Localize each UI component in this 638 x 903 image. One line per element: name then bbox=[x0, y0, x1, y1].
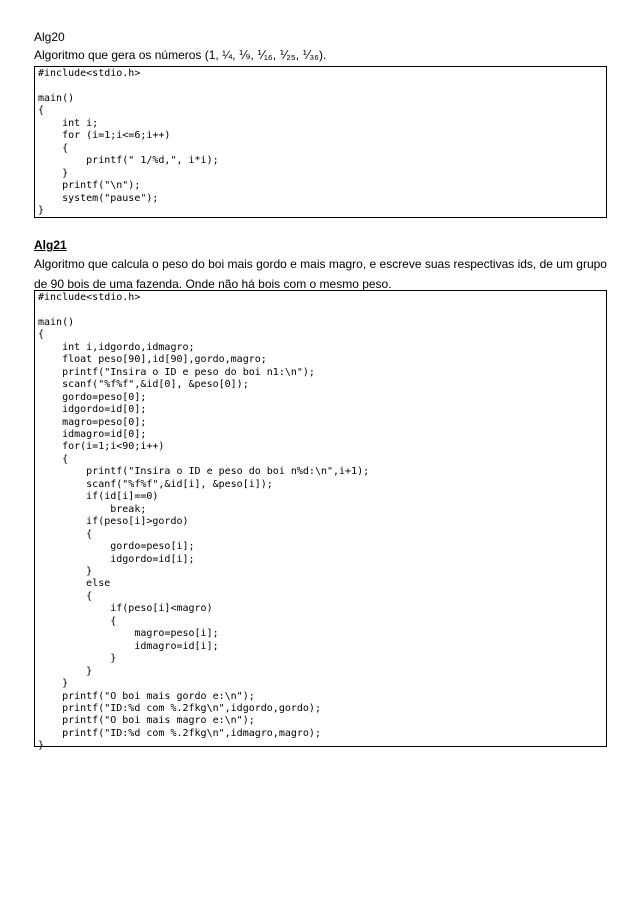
alg20-description: Algoritmo que gera os números (1, ¼, ⅑, ⅟₁₆, ⅟₂₅, ⅟₃₆). bbox=[34, 48, 327, 62]
alg20-code: #include<stdio.h> main() { int i; for (i=1;i<=6;i++) { printf(" 1/%d,", i*i); } printf("\n"); system("pause"); } bbox=[38, 68, 219, 216]
alg20-title: Alg20 bbox=[34, 30, 65, 44]
alg21-title: Alg21 bbox=[34, 238, 67, 252]
alg20-code-box bbox=[34, 66, 607, 218]
alg21-code-box bbox=[34, 290, 607, 752]
alg21-header bbox=[34, 236, 609, 293]
alg21-description-line2: de 90 bois de uma fazenda. Onde não há bois com o mesmo peso. bbox=[34, 277, 392, 291]
alg21-description-line1: Algoritmo que calcula o peso do boi mais gordo e mais magro, e escreve suas respectivas ids, de um grupo bbox=[34, 257, 607, 271]
alg21-code: #include<stdio.h> main() { int i,idgordo,idmagro; float peso[90],id[90],gordo,magro; printf("Insira o ID e peso do boi n1:\n"); scanf("%f%f",&id[0], &peso[0]); gordo=peso[0]; idgordo=id[0]; magro=peso[0]; idmagro=id[0]; for(i=1;i<90;i++) { printf("Insira o ID e peso do boi n%d:\n",i+1); scanf("%f%f",&id[i], &peso[i]); if(id[i]==0) break; if(peso[i]>gordo) { gordo=peso[i]; idgordo=id[i]; } else { if(peso[i]<magro) { magro=peso[i]; idmagro=id[i]; } } } printf("O boi mais gordo e:\n"); printf("ID:%d com %.2fkg\n",idgordo,gordo); printf("O boi mais magro e:\n"); printf("ID:%d com %.2fkg\n",idmagro,magro); } bbox=[38, 292, 370, 752]
alg20-header bbox=[34, 28, 609, 64]
